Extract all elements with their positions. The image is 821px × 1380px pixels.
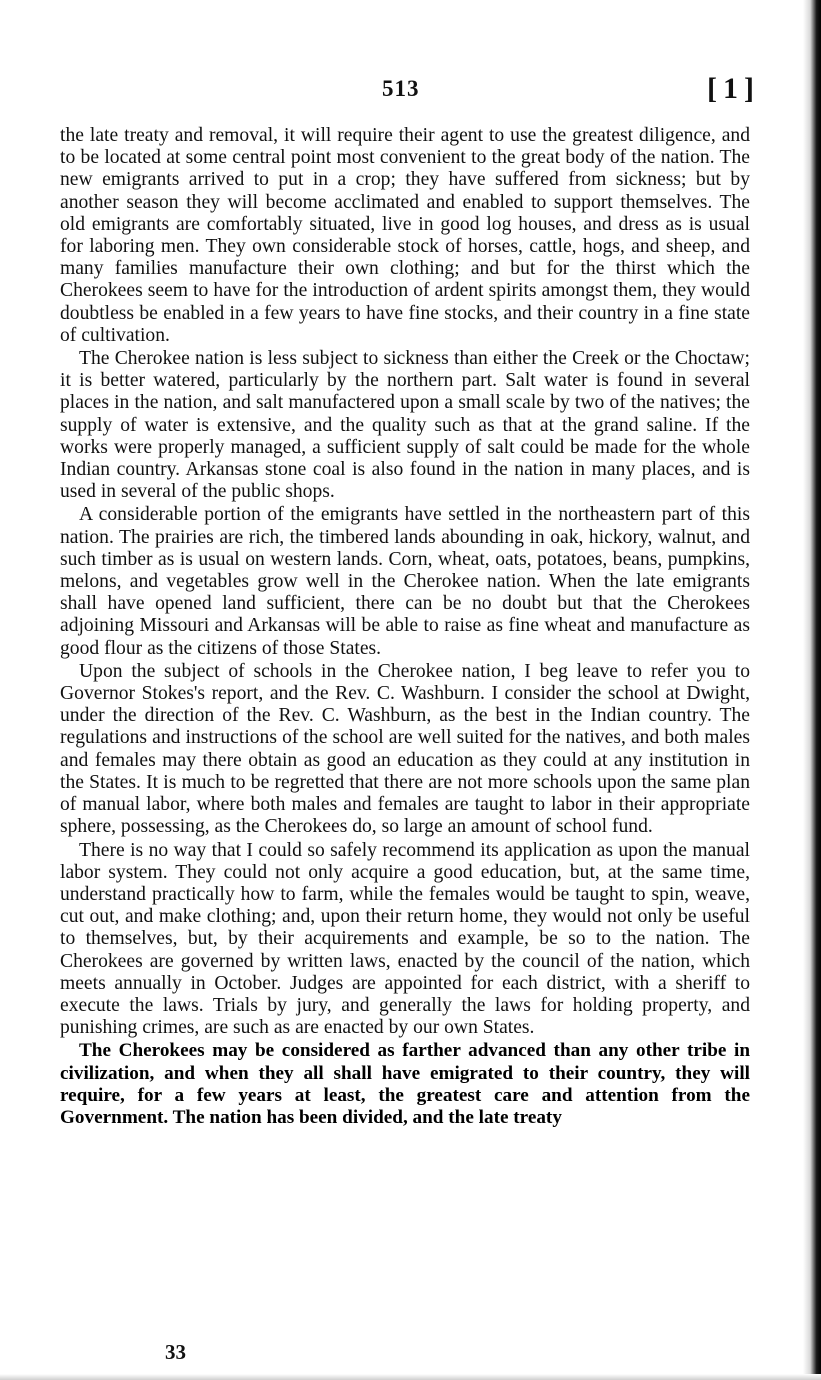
paragraph-emigrants-land: A considerable portion of the emigrants have settled in the northeastern part of this nation. The prairies are rich, the timbered lands abounding in oak, hickory, walnut, and such timber as is usual on western lands. Corn, wheat, oats, potatoes, beans, pumpkins, melons, and vegetables grow well in the Cherokee nation. When the late emigrants shall have opened land sufficient, there can be no doubt but that the Cherokees adjoining Missouri and Arkansas will be able to raise as fine wheat and manufacture as good flour as the citizens of those States. xyxy=(60,504,750,659)
paragraph-manual-labor: There is no way that I could so safely recommend its application as upon the manual labor system. They could not only acquire a good education, but, at the same time, understand practically how to farm, while the females would be taught to spin, weave, cut out, and make clothing; and, upon their return home, they would not only be useful to themselves, but, by their acquirements and example, be so to the nation. The Cherokees are governed by written laws, enacted by the council of the nation, which meets annually in October. Judges are appointed for each district, with a sheriff to execute the laws. Trials by jury, and generally the laws for holding property, and punishing crimes, are such as are enacted by our own States. xyxy=(60,839,750,1039)
paragraph-civilization: The Cherokees may be considered as farther advanced than any other tribe in civilization, and when they all shall have emigrated to their country, they will require, for a few years at least, the greatest care and attention from the Government. The nation has been divided, and the late treaty xyxy=(60,1040,750,1128)
document-number: [1] xyxy=(707,72,760,105)
page-number: 513 xyxy=(382,76,420,101)
paragraph-schools: Upon the subject of schools in the Cherokee nation, I beg leave to refer you to Governor Stokes's report, and the Rev. C. Washburn. I consider the school at Dwight, under the direction of the Rev. C. Washburn, as the best in the Indian country. The regulations and instructions of the school are well suited for the natives, and both males and females may there obtain as good an education as they could at any institution in the States. It is much to be regretted that there are not more schools upon the same plan of manual labor, where both males and females are taught to labor in their appropriate sphere, possessing, as the Cherokees do, so large an amount of school fund. xyxy=(60,660,750,838)
page-header xyxy=(60,72,760,112)
body-text xyxy=(60,125,750,1130)
page-bottom-edge xyxy=(0,1374,821,1380)
page-edge-shadow xyxy=(803,0,821,1380)
paragraph-continuation: the late treaty and removal, it will require their agent to use the greatest diligence, and to be located at some central point most convenient to the great body of the nation. The new emigrants arrived to put in a crop; they have suffered from sickness; but by another season they will become acclimated and enabled to support themselves. The old emigrants are comfortably situated, live in good log houses, and dress as is usual for laboring men. They own considerable stock of horses, cattle, hogs, and sheep, and many families manufacture their own clothing; and but for the thirst which the Cherokees seem to have for the introduction of ardent spirits amongst them, they would doubtless be enabled in a few years to have fine stocks, and their country in a fine state of cultivation. xyxy=(60,125,750,346)
paragraph-sickness-salt: The Cherokee nation is less subject to sickness than either the Creek or the Choctaw; it is better watered, particularly by the northern part. Salt water is found in several places in the nation, and salt manufactered upon a small scale by two of the natives; the supply of water is extensive, and the quality such as that at the grand saline. If the works were properly managed, a sufficient supply of salt could be made for the whole Indian country. Arkansas stone coal is also found in the nation in many places, and is used in several of the public shops. xyxy=(60,348,750,503)
signature-mark: 33 xyxy=(165,1340,186,1364)
